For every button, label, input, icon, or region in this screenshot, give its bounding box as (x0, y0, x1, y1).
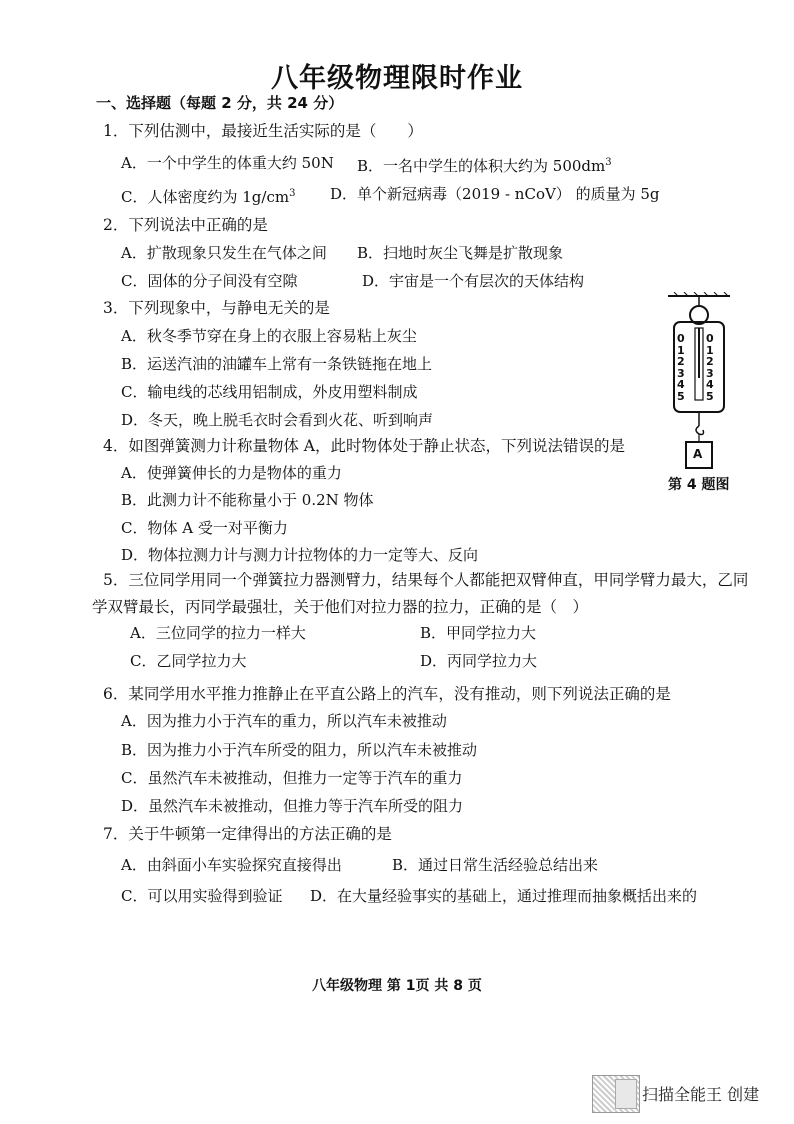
scale-mark-left-1: 1 (677, 343, 685, 357)
question-5-option-c: C．乙同学拉力大 (130, 652, 247, 670)
question-5-option-a: A．三位同学的拉力一样大 (130, 624, 306, 642)
section-heading: 一、选择题（每题 2 分，共 24 分） (96, 94, 344, 112)
question-4-option-a: A．使弹簧伸长的力是物体的重力 (121, 464, 342, 482)
scale-mark-right-4: 4 (706, 378, 714, 391)
question-6-option-c: C．虽然汽车未被推动，但推力一定等于汽车的重力 (121, 769, 463, 787)
page-footer: 八年级物理 第 1页 共 8 页 (312, 978, 482, 994)
scale-mark-left-5: 5 (677, 389, 685, 403)
object-a-label: A (693, 447, 703, 461)
question-7-option-a: A．由斜面小车实验探究直接得出 (121, 856, 342, 874)
scale-mark-left-4: 4 (677, 378, 685, 391)
question-5-option-b: B．甲同学拉力大 (420, 624, 537, 642)
scale-mark-left-2: 2 (677, 355, 685, 368)
question-4-option-d: D．物体拉测力计与测力计拉物体的力一定等大、反向 (121, 546, 479, 564)
question-3-option-d: D．冬天，晚上脱毛衣时会看到火花、听到响声 (121, 411, 434, 429)
question-4-stem: 4．如图弹簧测力计称量物体 A，此时物体处于静止状态，下列说法错误的是 (103, 437, 625, 455)
scale-mark-left-3: 3 (677, 366, 685, 380)
scale-mark-right-5: 5 (706, 389, 714, 403)
question-7-stem: 7．关于牛顿第一定律得出的方法正确的是 (103, 825, 392, 843)
question-3-stem: 3．下列现象中，与静电无关的是 (103, 299, 330, 317)
question-7-option-c: C．可以用实验得到验证 (121, 887, 283, 905)
question-2-option-c: C．固体的分子间没有空隙 (121, 272, 298, 290)
scanner-watermark-text: 扫描全能王 创建 (642, 1085, 760, 1104)
question-4-option-c: C．物体 A 受一对平衡力 (121, 519, 288, 537)
scale-mark-left-0: 0 (677, 332, 685, 345)
question-7-option-d: D．在大量经验事实的基础上，通过推理而抽象概括出来的 (310, 887, 698, 905)
question-6-option-a: A．因为推力小于汽车的重力，所以汽车未被推动 (121, 712, 447, 730)
scale-mark-right-1: 1 (706, 343, 714, 357)
question-2-option-d: D．宇宙是一个有层次的天体结构 (362, 272, 585, 290)
question-2-option-a: A．扩散现象只发生在气体之间 (121, 244, 327, 262)
question-6-option-d: D．虽然汽车未被推动，但推力等于汽车所受的阻力 (121, 797, 464, 815)
question-1-stem: 1．下列估测中，最接近生活实际的是（ ） (103, 122, 423, 140)
question-1-option-d: D．单个新冠病毒（2019 - nCoV） 的质量为 5g (330, 185, 660, 203)
page-title: 八年级物理限时作业 (271, 63, 523, 94)
question-6-option-b: B．因为推力小于汽车所受的阻力，所以汽车未被推动 (121, 741, 478, 759)
question-1-option-b: B．一名中学生的体积大约为 $500dm^3$ (357, 157, 612, 175)
figure-caption: 第 4 题图 (668, 477, 730, 493)
question-2-stem: 2．下列说法中正确的是 (103, 216, 268, 234)
question-7-option-b: B．通过日常生活经验总结出来 (392, 856, 599, 874)
spring-balance-figure (664, 292, 734, 492)
question-4-option-b: B．此测力计不能称量小于 0.2N 物体 (121, 491, 374, 509)
question-2-option-b: B．扫地时灰尘飞舞是扩散现象 (357, 244, 564, 262)
question-5-stem-continued: 学双臂最长，丙同学最强壮，关于他们对拉力器的拉力，正确的是（ ） (92, 598, 589, 616)
scale-mark-right-2: 2 (706, 355, 714, 368)
question-3-option-b: B．运送汽油的油罐车上常有一条铁链拖在地上 (121, 355, 433, 373)
scale-mark-right-0: 0 (706, 332, 714, 345)
question-1-option-c: C．人体密度约为 $1g/cm^3$ (121, 188, 296, 206)
qr-code-icon (592, 1075, 640, 1113)
question-3-option-c: C．输电线的芯线用铝制成，外皮用塑料制成 (121, 383, 418, 401)
spring-balance-icon (664, 292, 734, 472)
question-5-stem: 5．三位同学用同一个弹簧拉力器测臂力，结果每个人都能把双臂伸直，甲同学臂力最大，乙同 (103, 571, 749, 589)
question-6-stem: 6．某同学用水平推力推静止在平直公路上的汽车，没有推动，则下列说法正确的是 (103, 685, 671, 703)
question-1-option-a: A．一个中学生的体重大约 50N (121, 154, 334, 172)
scale-mark-right-3: 3 (706, 366, 714, 380)
question-5-option-d: D．丙同学拉力大 (420, 652, 538, 670)
question-3-option-a: A．秋冬季节穿在身上的衣服上容易粘上灰尘 (121, 327, 417, 345)
